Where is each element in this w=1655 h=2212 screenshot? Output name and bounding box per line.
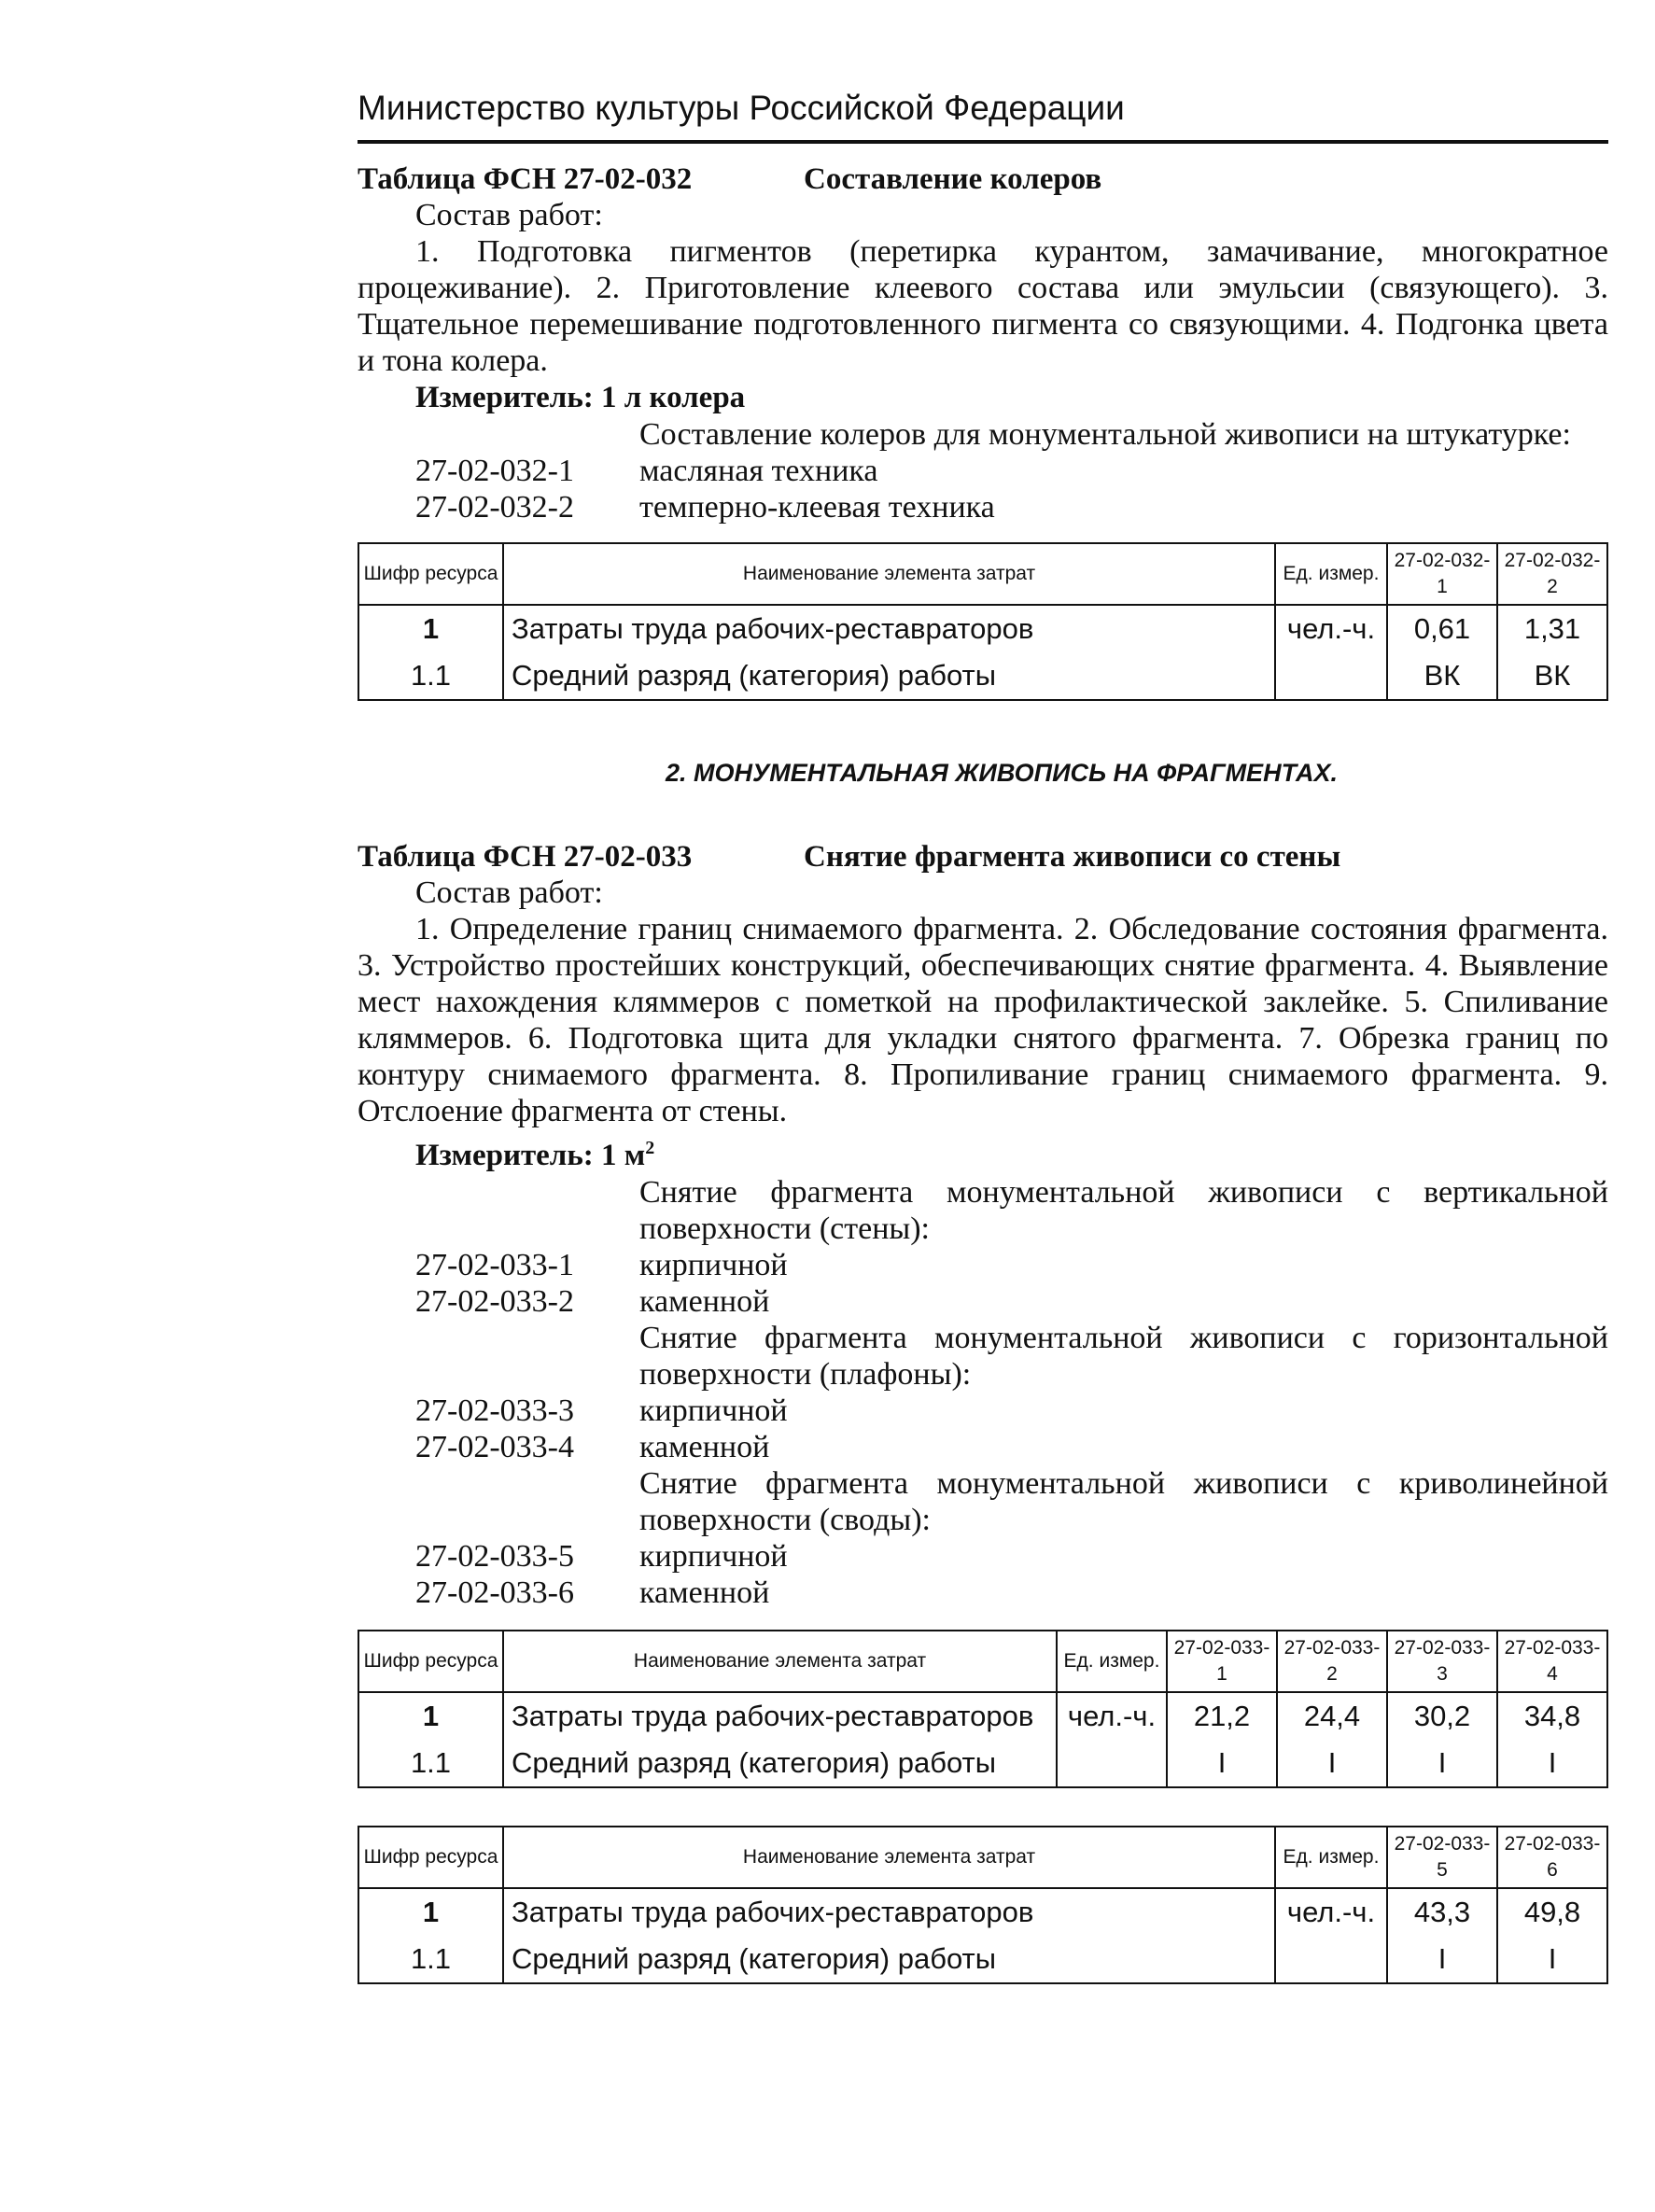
col-header-unit: Ед. измер. bbox=[1275, 1827, 1387, 1888]
col-header-rate: 27-02-033-3 bbox=[1387, 1631, 1497, 1692]
table-row: 1.1 Средний разряд (категория) работы I I I I bbox=[358, 1740, 1607, 1787]
table-row: 1 Затраты труда рабочих-реставраторов чел.-ч. 43,3 49,8 bbox=[358, 1888, 1607, 1936]
table2-item: 27-02-033-6 каменной bbox=[415, 1575, 770, 1610]
table1-number: Таблица ФСН 27-02-032 bbox=[358, 162, 693, 196]
table2-item: 27-02-033-2 каменной bbox=[415, 1284, 770, 1319]
table1-work-text: 1. Подготовка пигментов (перетирка курантом, замачивание, многократное процеживание). 2. Приготовление клеевого состава или эмульсии (связующего). 3. Тщательное перемешивание подготовленного пигмента со связующими. 4. Подгонка цвета и тона колера. bbox=[358, 234, 1608, 378]
table2-heading bbox=[358, 840, 1608, 875]
table2-work-text: 1. Определение границ снимаемого фрагмента. 2. Обследование состояния фрагмента. 3. Устройство простейших конструкций, обеспечивающих снятие фрагмента. 4. Выявление мест нахождения кляммеров с пометкой на профилактической заклейке. 5. Спиливание кляммеров. 6. Подготовка щита для укладки снятого фрагмента. 7. Обрезка границ по контуру снимаемого фрагмента. 8. Пропиливание границ снимаемого фрагмента. 9. Отслоение фрагмента от стены. bbox=[358, 912, 1608, 1128]
table-row: 1.1 Средний разряд (категория) работы ВК ВК bbox=[358, 652, 1607, 700]
col-header-rate: 27-02-032-1 bbox=[1387, 543, 1497, 605]
table1-group: Составление колеров для монументальной живописи на штукатурке: bbox=[639, 417, 1571, 452]
col-header-name: Наименование элемента затрат bbox=[503, 1827, 1275, 1888]
col-header-name: Наименование элемента затрат bbox=[503, 543, 1275, 605]
table2-title: Снятие фрагмента живописи со стены bbox=[804, 840, 1341, 874]
col-header-unit: Ед. измер. bbox=[1057, 1631, 1167, 1692]
col-header-rate: 27-02-033-1 bbox=[1167, 1631, 1277, 1692]
col-header-rate: 27-02-033-6 bbox=[1497, 1827, 1607, 1888]
col-header-code: Шифр ресурса bbox=[358, 1827, 503, 1888]
document-page bbox=[358, 84, 1608, 1984]
table2-group: Снятие фрагмента монументальной живописи с вертикальной поверхности (стены): bbox=[639, 1175, 1608, 1246]
col-header-rate: 27-02-033-4 bbox=[1497, 1631, 1607, 1692]
table2b-resources bbox=[358, 1826, 1608, 1984]
col-header-rate: 27-02-033-2 bbox=[1277, 1631, 1387, 1692]
table2-meter: Измеритель: 1 $м^2$ bbox=[415, 1138, 655, 1172]
col-header-code: Шифр ресурса bbox=[358, 543, 503, 605]
table2-work-label: Состав работ: bbox=[415, 875, 603, 910]
table1-meter: Измеритель: 1 л колера bbox=[415, 381, 746, 414]
table1-item: 27-02-032-1 масляная техника bbox=[415, 454, 878, 488]
table1-heading bbox=[358, 162, 1608, 197]
col-header-code: Шифр ресурса bbox=[358, 1631, 503, 1692]
table-row: 1 Затраты труда рабочих-реставраторов чел.-ч. 0,61 1,31 bbox=[358, 605, 1607, 652]
table1-resources bbox=[358, 542, 1608, 701]
table1-item: 27-02-032-2 темперно-клеевая техника bbox=[415, 490, 995, 525]
table1-work-label: Состав работ: bbox=[415, 198, 603, 232]
col-header-rate: 27-02-033-5 bbox=[1387, 1827, 1497, 1888]
table2-number: Таблица ФСН 27-02-033 bbox=[358, 840, 693, 874]
table2-item: 27-02-033-4 каменной bbox=[415, 1430, 770, 1464]
table1-title: Составление колеров bbox=[804, 162, 1102, 196]
table2-group: Снятие фрагмента монументальной живописи с горизонтальной поверхности (плафоны): bbox=[639, 1321, 1608, 1392]
section-heading: 2. МОНУМЕНТАЛЬНАЯ ЖИВОПИСЬ НА ФРАГМЕНТАХ. bbox=[665, 759, 1339, 787]
page-header: Министерство культуры Российской Федерации bbox=[358, 89, 1125, 127]
table-row: 1.1 Средний разряд (категория) работы I I bbox=[358, 1936, 1607, 1983]
table-row: 1 Затраты труда рабочих-реставраторов чел.-ч. 21,2 24,4 30,2 34,8 bbox=[358, 1692, 1607, 1740]
table2-item: 27-02-033-3 кирпичной bbox=[415, 1393, 788, 1428]
col-header-rate: 27-02-032-2 bbox=[1497, 543, 1607, 605]
table2-item: 27-02-033-1 кирпичной bbox=[415, 1248, 788, 1282]
table2a-resources bbox=[358, 1630, 1608, 1788]
col-header-unit: Ед. измер. bbox=[1275, 543, 1387, 605]
table2-item: 27-02-033-5 кирпичной bbox=[415, 1539, 788, 1574]
header-rule bbox=[358, 140, 1608, 144]
col-header-name: Наименование элемента затрат bbox=[503, 1631, 1057, 1692]
table2-group: Снятие фрагмента монументальной живописи с криволинейной поверхности (своды): bbox=[639, 1466, 1608, 1537]
